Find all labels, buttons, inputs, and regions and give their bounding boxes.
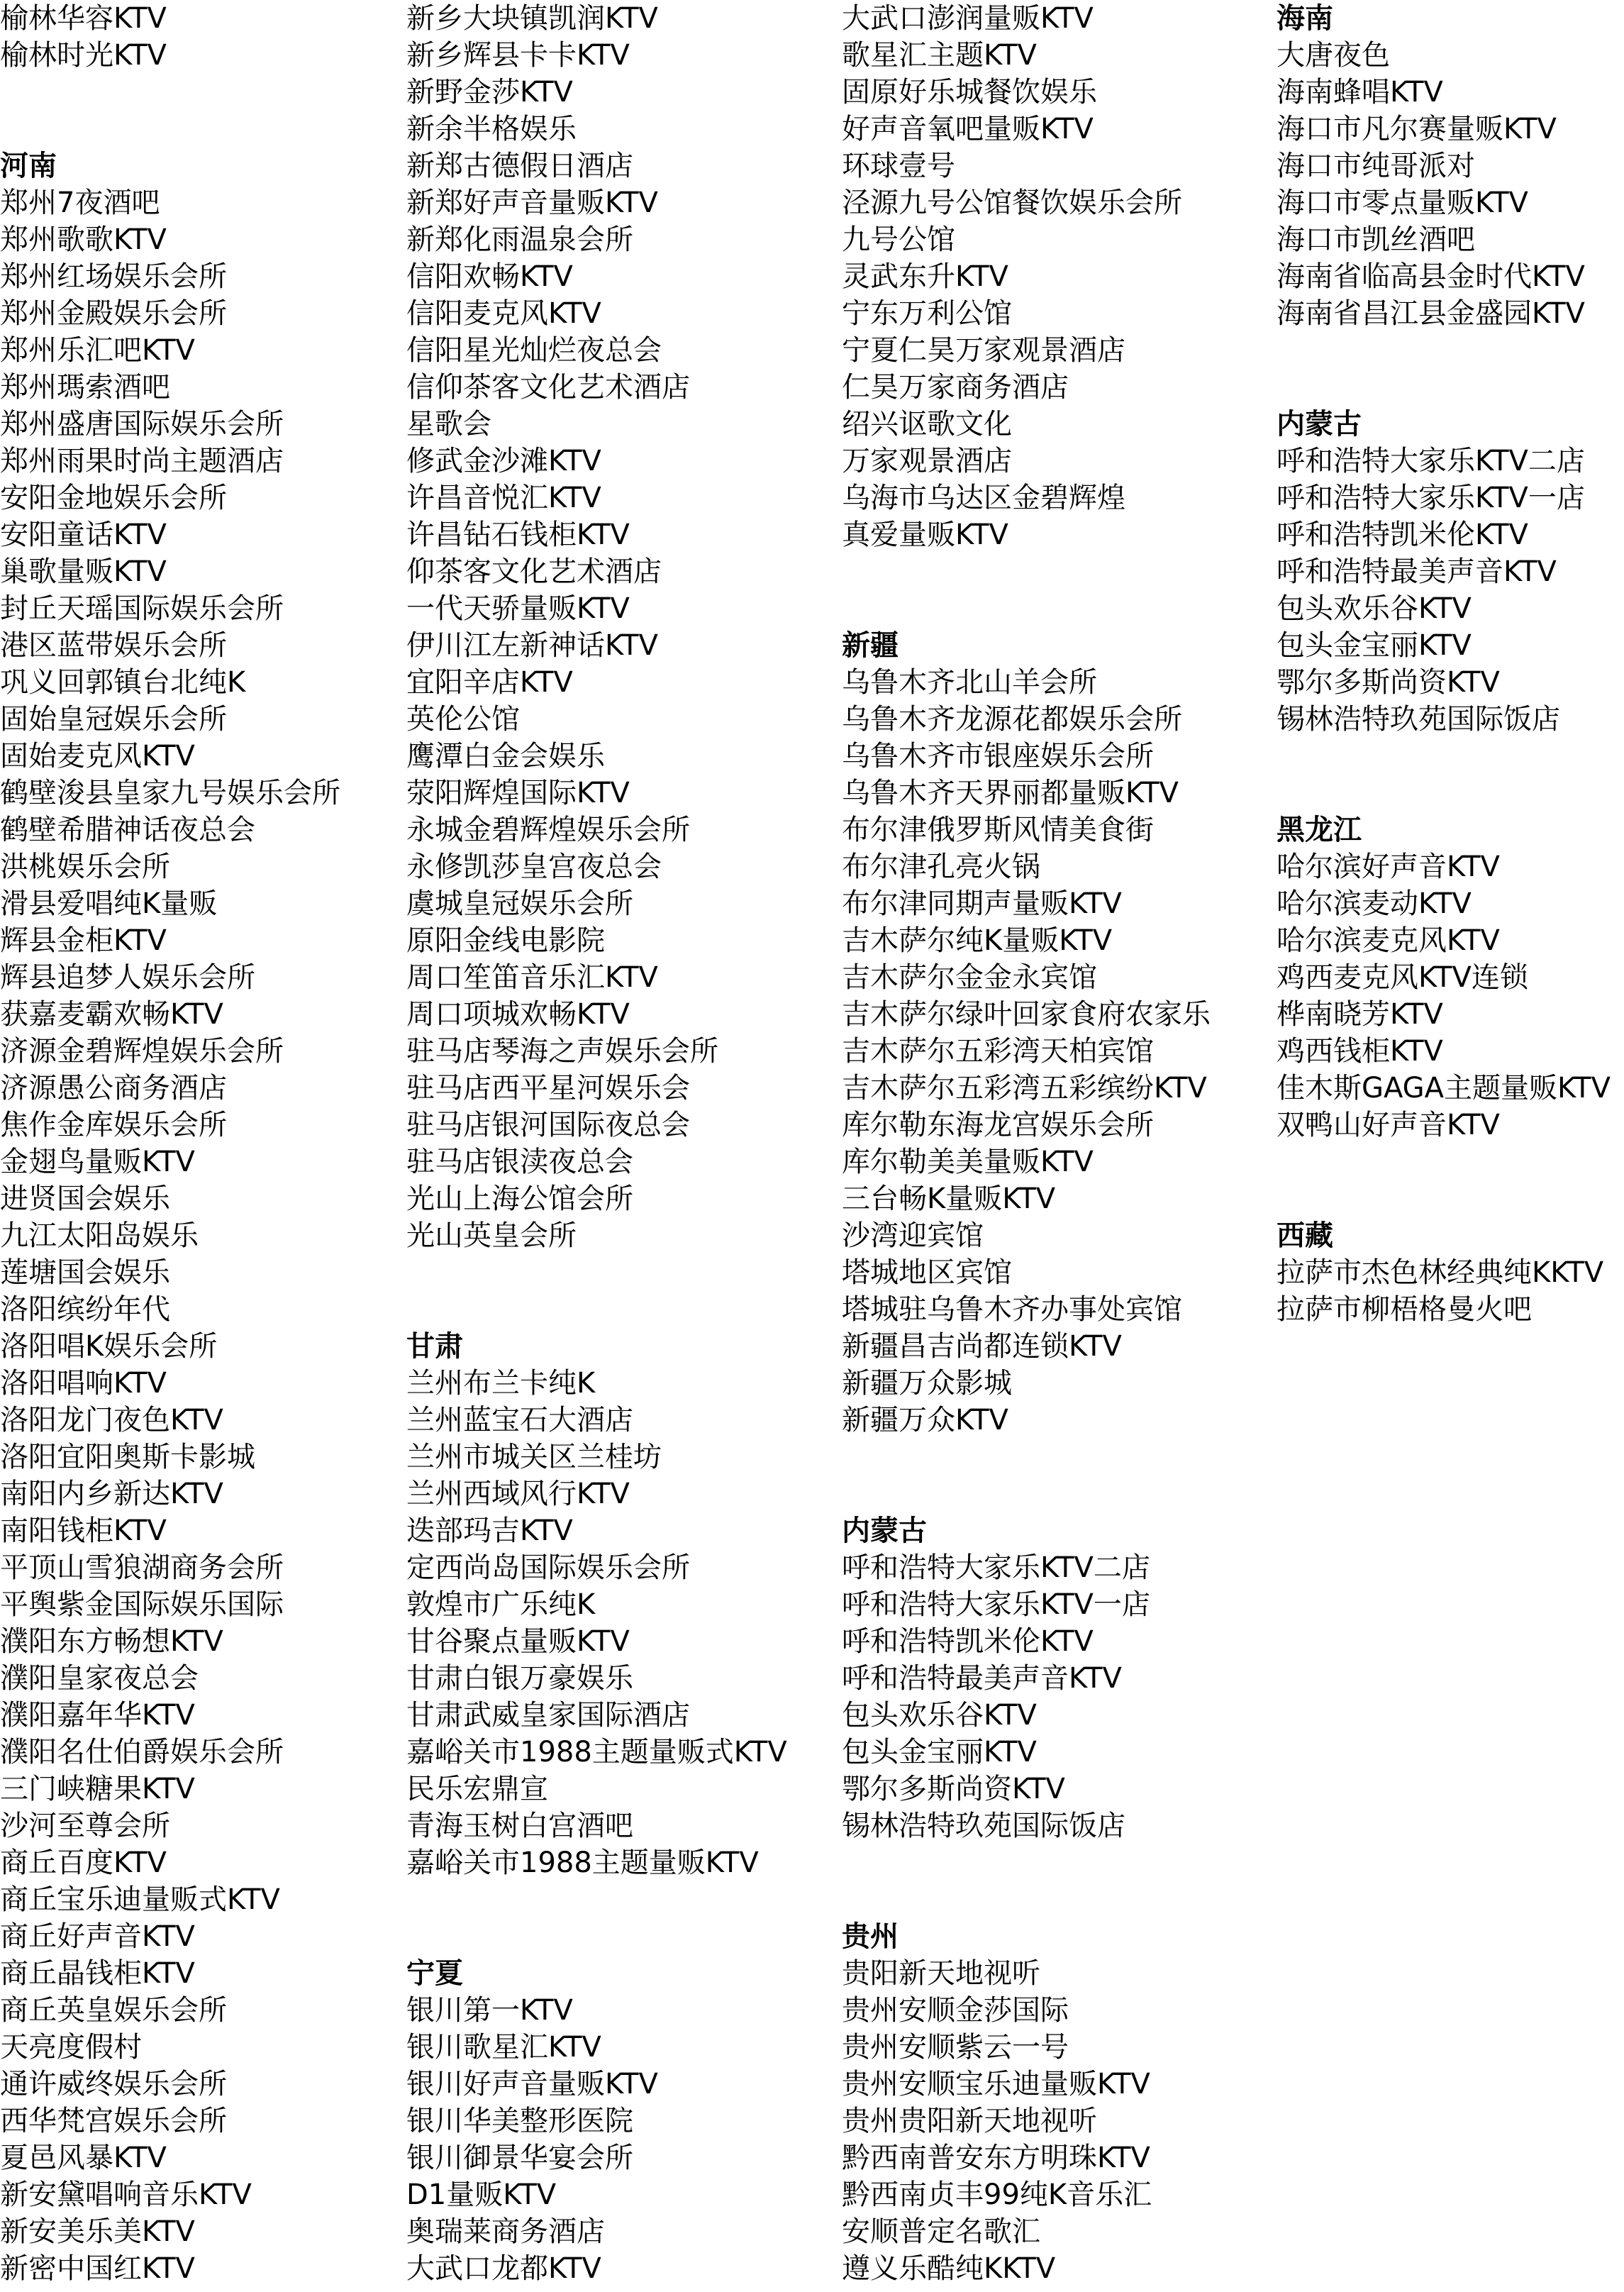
venue-list-item: 驻马店银渎夜总会 (406, 1146, 633, 1178)
venue-list-item: 信仰茶客文化艺术酒店 (406, 371, 690, 404)
venue-list-item: 商丘英皇娱乐会所 (0, 1994, 227, 2027)
venue-list-item: 新郑古德假日酒店 (406, 150, 633, 182)
venue-list-item: 鸡西钱柜KTV (1277, 1035, 1443, 1068)
venue-list-item: 郑州瑪索酒吧 (0, 371, 170, 404)
venue-list-item: 银川第一KTV (406, 1994, 573, 2027)
region-heading: 西藏 (1277, 1219, 1333, 1252)
venue-list-item: 嘉峪关市1988主题量贩式KTV (406, 1736, 787, 1768)
region-heading: 内蒙古 (1277, 408, 1362, 441)
venue-list-item: 驻马店西平星河娱乐会 (406, 1072, 690, 1105)
venue-list-item: 光山上海公馆会所 (406, 1183, 633, 1215)
venue-list-item: 布尔津同期声量贩KTV (842, 887, 1122, 920)
venue-list-item: 固原好乐城餐饮娱乐 (842, 76, 1097, 109)
venue-list-item: 遵义乐酷纯KKTV (842, 2252, 1056, 2285)
venue-list-item: 仰茶客文化艺术酒店 (406, 555, 662, 588)
venue-list-item: 定西尚岛国际娱乐会所 (406, 1551, 690, 1584)
venue-list-item: 新疆万众影城 (842, 1367, 1012, 1400)
venue-list-item: 新安美乐美KTV (0, 2215, 195, 2248)
venue-list-item: 新乡大块镇凯润KTV (406, 2, 658, 35)
venue-list-item: 兰州西域风行KTV (406, 1478, 630, 1510)
venue-list-item: 新余半格娱乐 (406, 113, 577, 145)
venue-list-item: 辉县追梦人娱乐会所 (0, 961, 255, 994)
venue-list-item: 哈尔滨好声音KTV (1277, 851, 1500, 883)
venue-list-item: 吉木萨尔五彩湾天柏宾馆 (842, 1035, 1154, 1068)
venue-list-item: 南阳内乡新达KTV (0, 1478, 223, 1510)
venue-list-item: 西华梵宫娱乐会所 (0, 2105, 227, 2137)
venue-list-item: 库尔勒美美量贩KTV (842, 1146, 1094, 1178)
venue-list-item: 兰州布兰卡纯K (406, 1367, 596, 1400)
section-gap (1277, 1144, 1611, 1217)
venue-list-item: 莲塘国会娱乐 (0, 1256, 170, 1289)
region-heading: 海南 (1277, 2, 1333, 35)
venue-list-item: 伊川江左新神话KTV (406, 629, 658, 662)
section-gap (406, 1881, 787, 1955)
venue-list-item: 迭部玛吉KTV (406, 1515, 573, 1547)
venue-list-item: 新安黛唱响音乐KTV (0, 2178, 252, 2211)
venue-list-item: 呼和浩特大家乐KTV二店 (1277, 445, 1585, 477)
venue-list-item: 呼和浩特大家乐KTV二店 (842, 1551, 1150, 1584)
venue-list-item: 甘肃白银万豪娱乐 (406, 1662, 633, 1695)
venue-list-item: 大唐夜色 (1277, 39, 1390, 72)
venue-list-item: 封丘天瑶国际娱乐会所 (0, 592, 284, 625)
region-heading: 河南 (0, 150, 57, 182)
venue-list-item: 三门峡糖果KTV (0, 1773, 195, 1805)
venue-list-item: 呼和浩特最美声音KTV (1277, 555, 1557, 588)
venue-list-item: 双鸭山好声音KTV (1277, 1109, 1500, 1141)
venue-list-item: 信阳星光灿烂夜总会 (406, 334, 662, 367)
venue-list-item: 原阳金线电影院 (406, 924, 605, 957)
venue-list-item: 银川好声音量贩KTV (406, 2068, 658, 2100)
section-gap (842, 1439, 1211, 1512)
venue-list-item: 甘谷聚点量贩KTV (406, 1625, 630, 1658)
venue-list-item: 洛阳龙门夜色KTV (0, 1404, 223, 1436)
venue-list-item: 银川御景华宴会所 (406, 2142, 633, 2174)
venue-list-item: 濮阳名仕伯爵娱乐会所 (0, 1736, 284, 1768)
venue-list-item: 鄂尔多斯尚资KTV (842, 1773, 1065, 1805)
venue-list-item: 沙河至尊会所 (0, 1810, 170, 1842)
venue-list-item: 南阳钱柜KTV (0, 1515, 167, 1547)
venue-list-item: 银川歌星汇KTV (406, 2031, 601, 2064)
region-heading: 甘肃 (406, 1330, 463, 1363)
venue-list-item: 鹰潭白金会娱乐 (406, 740, 605, 773)
venue-list-item: D1量贩KTV (406, 2178, 557, 2211)
venue-list-item: 包头金宝丽KTV (1277, 629, 1472, 662)
column-2 (406, 0, 787, 2287)
venue-list-item: 港区蓝带娱乐会所 (0, 629, 227, 662)
venue-list-item: 万家观景酒店 (842, 445, 1012, 477)
venue-list-item: 宁东万利公馆 (842, 297, 1012, 330)
venue-list-item: 新疆昌吉尚都连锁KTV (842, 1330, 1122, 1363)
venue-list-item: 嘉峪关市1988主题量贩KTV (406, 1847, 759, 1879)
venue-list-item: 滑县爱唱纯K量贩 (0, 887, 218, 920)
venue-list-item: 郑州盛唐国际娱乐会所 (0, 408, 284, 441)
venue-list-item: 民乐宏鼎宣 (406, 1773, 548, 1805)
region-heading: 黑龙江 (1277, 814, 1362, 846)
venue-list-item: 泾源九号公馆餐饮娱乐会所 (842, 187, 1182, 219)
venue-list-item: 商丘晶钱柜KTV (0, 1957, 195, 1990)
venue-list-item: 济源金碧辉煌娱乐会所 (0, 1035, 284, 1068)
venue-list-item: 辉县金柜KTV (0, 924, 167, 957)
venue-list-item: 商丘百度KTV (0, 1847, 167, 1879)
venue-list-item: 濮阳皇家夜总会 (0, 1662, 199, 1695)
venue-list-item: 获嘉麦霸欢畅KTV (0, 998, 223, 1031)
venue-list-item: 黔西南贞丰99纯K音乐汇 (842, 2178, 1152, 2211)
venue-list-item: 安阳金地娱乐会所 (0, 482, 227, 514)
venue-list-item: 宁夏仁昊万家观景酒店 (842, 334, 1125, 367)
venue-list-item: 许昌钻石钱柜KTV (406, 519, 630, 551)
section-gap (842, 1844, 1211, 1918)
venue-list-item: 哈尔滨麦克风KTV (1277, 924, 1500, 957)
venue-list-item: 许昌音悦汇KTV (406, 482, 601, 514)
venue-list-item: 宜阳辛店KTV (406, 666, 573, 699)
venue-list-item: 歌星汇主题KTV (842, 39, 1037, 72)
venue-list-item: 洛阳缤纷年代 (0, 1293, 170, 1326)
section-gap (406, 1254, 787, 1328)
venue-list-item: 郑州歌歌KTV (0, 223, 167, 256)
venue-list-item: 修武金沙滩KTV (406, 445, 601, 477)
venue-list-item: 固始麦克风KTV (0, 740, 195, 773)
venue-list-item: 吉木萨尔金金永宾馆 (842, 961, 1097, 994)
venue-list-item: 平顶山雪狼湖商务会所 (0, 1551, 284, 1584)
venue-list-item: 海南蜂唱KTV (1277, 76, 1443, 109)
venue-list-item: 洛阳唱K娱乐会所 (0, 1330, 218, 1363)
venue-list-item: 固始皇冠娱乐会所 (0, 703, 227, 736)
venue-list-item: 进贤国会娱乐 (0, 1183, 170, 1215)
venue-list-item: 鸡西麦克风KTV连锁 (1277, 961, 1528, 994)
venue-list-item: 青海玉树白宫酒吧 (406, 1810, 633, 1842)
venue-list-item: 贵州贵阳新天地视听 (842, 2105, 1097, 2137)
venue-list-item: 三台畅K量贩KTV (842, 1183, 1056, 1215)
venue-list-item: 荥阳辉煌国际KTV (406, 777, 630, 809)
venue-list-item: 郑州雨果时尚主题酒店 (0, 445, 284, 477)
section-gap (1277, 738, 1611, 812)
venue-list-item: 金翅鸟量贩KTV (0, 1146, 195, 1178)
venue-list-item: 绍兴讴歌文化 (842, 408, 1012, 441)
venue-list-item: 新野金莎KTV (406, 76, 573, 109)
venue-list-item: 兰州蓝宝石大酒店 (406, 1404, 633, 1436)
venue-list-item: 乌海市乌达区金碧辉煌 (842, 482, 1125, 514)
section-gap (1277, 332, 1611, 406)
column-4 (1277, 0, 1611, 1328)
venue-list-item: 安阳童话KTV (0, 519, 167, 551)
venue-list-item: 驻马店银河国际夜总会 (406, 1109, 690, 1141)
venue-list-item: 永修凯莎皇宫夜总会 (406, 851, 662, 883)
venue-list-item: 星歌会 (406, 408, 491, 441)
venue-list-item: 拉萨市柳梧格曼火吧 (1277, 1293, 1532, 1326)
section-gap (842, 553, 1211, 627)
venue-list-item: 锡林浩特玖苑国际饭店 (842, 1810, 1125, 1842)
venue-list-item: 巩义回郭镇台北纯K (0, 666, 246, 699)
venue-list-item: 新密中国红KTV (0, 2252, 195, 2285)
venue-list-item: 濮阳东方畅想KTV (0, 1625, 223, 1658)
venue-list-item: 洛阳唱响KTV (0, 1367, 167, 1400)
venue-list-item: 商丘宝乐迪量贩式KTV (0, 1883, 280, 1916)
venue-list-item: 沙湾迎宾馆 (842, 1219, 984, 1252)
venue-list-item: 鹤壁希腊神话夜总会 (0, 814, 255, 846)
venue-list-item: 拉萨市杰色林经典纯KKTV (1277, 1256, 1604, 1289)
section-gap (0, 74, 340, 148)
venue-list-item: 鄂尔多斯尚资KTV (1277, 666, 1500, 699)
venue-list-item: 大武口澎润量贩KTV (842, 2, 1094, 35)
venue-list-item: 呼和浩特凯米伦KTV (1277, 519, 1528, 551)
venue-list-item: 信阳麦克风KTV (406, 297, 601, 330)
venue-list-item: 郑州金殿娱乐会所 (0, 297, 227, 330)
venue-list-item: 新乡辉县卡卡KTV (406, 39, 630, 72)
venue-list-item: 桦南晓芳KTV (1277, 998, 1443, 1031)
venue-list-item: 乌鲁木齐天界丽都量贩KTV (842, 777, 1179, 809)
venue-list-item: 新郑化雨温泉会所 (406, 223, 633, 256)
venue-list-item: 光山英皇会所 (406, 1219, 577, 1252)
venue-list-item: 榆林华容KTV (0, 2, 167, 35)
venue-list-item: 贵州安顺宝乐迪量贩KTV (842, 2068, 1150, 2100)
venue-list-item: 安顺普定名歌汇 (842, 2215, 1040, 2248)
venue-list-item: 信阳欢畅KTV (406, 260, 573, 293)
venue-list-item: 济源愚公商务酒店 (0, 1072, 227, 1105)
venue-list-item: 九江太阳岛娱乐 (0, 1219, 199, 1252)
venue-list-item: 仁昊万家商务酒店 (842, 371, 1069, 404)
venue-list-item: 呼和浩特最美声音KTV (842, 1662, 1122, 1695)
venue-list-item: 贵州安顺紫云一号 (842, 2031, 1069, 2064)
venue-list-item: 塔城驻乌鲁木齐办事处宾馆 (842, 1293, 1182, 1326)
venue-list-item: 贵阳新天地视听 (842, 1957, 1040, 1990)
venue-list-item: 洛阳宜阳奥斯卡影城 (0, 1441, 255, 1473)
venue-list-item: 包头金宝丽KTV (842, 1736, 1037, 1768)
column-3 (842, 0, 1211, 2287)
venue-list-item: 平舆紫金国际娱乐国际 (0, 1588, 284, 1621)
venue-list-item: 呼和浩特大家乐KTV一店 (842, 1588, 1150, 1621)
region-heading: 新疆 (842, 629, 899, 662)
venue-list-item: 洪桃娱乐会所 (0, 851, 170, 883)
venue-list-item: 布尔津俄罗斯风情美食街 (842, 814, 1154, 846)
venue-list-item: 榆林时光KTV (0, 39, 167, 72)
venue-list-item: 海口市凡尔赛量贩KTV (1277, 113, 1557, 145)
venue-list-item: 兰州市城关区兰桂坊 (406, 1441, 662, 1473)
venue-list-item: 郑州乐汇吧KTV (0, 334, 195, 367)
venue-list-item: 通许威终娱乐会所 (0, 2068, 227, 2100)
venue-list-item: 海口市零点量贩KTV (1277, 187, 1528, 219)
venue-list-item: 黔西南普安东方明珠KTV (842, 2142, 1150, 2174)
venue-list-item: 驻马店琴海之声娱乐会所 (406, 1035, 718, 1068)
venue-list-item: 一代天骄量贩KTV (406, 592, 630, 625)
venue-list-item: 焦作金库娱乐会所 (0, 1109, 227, 1141)
venue-list-item: 塔城地区宾馆 (842, 1256, 1012, 1289)
venue-list-item: 夏邑风暴KTV (0, 2142, 167, 2174)
venue-list-item: 海口市纯哥派对 (1277, 150, 1475, 182)
venue-list-item: 英伦公馆 (406, 703, 520, 736)
venue-list-item: 包头欢乐谷KTV (1277, 592, 1472, 625)
venue-list-item: 包头欢乐谷KTV (842, 1699, 1037, 1732)
venue-list-item: 濮阳嘉年华KTV (0, 1699, 195, 1732)
venue-list-item: 周口项城欢畅KTV (406, 998, 630, 1031)
venue-list-item: 永城金碧辉煌娱乐会所 (406, 814, 690, 846)
venue-list-item: 环球壹号 (842, 150, 955, 182)
venue-list-item: 新郑好声音量贩KTV (406, 187, 658, 219)
venue-list-item: 呼和浩特大家乐KTV一店 (1277, 482, 1585, 514)
venue-list-item: 吉木萨尔五彩湾五彩缤纷KTV (842, 1072, 1207, 1105)
venue-list-item: 甘肃武威皇家国际酒店 (406, 1699, 690, 1732)
venue-list-item: 银川华美整形医院 (406, 2105, 633, 2137)
venue-list-item: 灵武东升KTV (842, 260, 1008, 293)
venue-list-item: 乌鲁木齐龙源花都娱乐会所 (842, 703, 1182, 736)
venue-list-item: 贵州安顺金莎国际 (842, 1994, 1069, 2027)
venue-list-item: 郑州7夜酒吧 (0, 187, 160, 219)
venue-list-item: 鹤壁浚县皇家九号娱乐会所 (0, 777, 340, 809)
venue-list-item: 乌鲁木齐北山羊会所 (842, 666, 1097, 699)
region-heading: 贵州 (842, 1920, 899, 1953)
venue-list-item: 佳木斯GAGA主题量贩KTV (1277, 1072, 1611, 1105)
venue-list-item: 奥瑞莱商务酒店 (406, 2215, 605, 2248)
venue-list-item: 虞城皇冠娱乐会所 (406, 887, 633, 920)
venue-list-item: 敦煌市广乐纯K (406, 1588, 596, 1621)
venue-list-item: 海南省临高县金时代KTV (1277, 260, 1585, 293)
venue-list-item: 大武口龙都KTV (406, 2252, 601, 2285)
venue-list-item: 真爱量贩KTV (842, 519, 1008, 551)
venue-list-item: 好声音氧吧量贩KTV (842, 113, 1094, 145)
venue-list-item: 海口市凯丝酒吧 (1277, 223, 1475, 256)
venue-list-item: 九号公馆 (842, 223, 955, 256)
region-heading: 内蒙古 (842, 1515, 927, 1547)
venue-list-item: 乌鲁木齐市银座娱乐会所 (842, 740, 1154, 773)
venue-list-item: 天亮度假村 (0, 2031, 142, 2064)
venue-list-item: 巢歌量贩KTV (0, 555, 167, 588)
venue-list-item: 周口笙笛音乐汇KTV (406, 961, 658, 994)
venue-list-item: 库尔勒东海龙宫娱乐会所 (842, 1109, 1154, 1141)
venue-list-item: 海南省昌江县金盛园KTV (1277, 297, 1585, 330)
venue-list-item: 布尔津孔亮火锅 (842, 851, 1040, 883)
venue-list-item: 吉木萨尔纯K量贩KTV (842, 924, 1113, 957)
venue-list-item: 新疆万众KTV (842, 1404, 1008, 1436)
venue-list-item: 哈尔滨麦动KTV (1277, 887, 1472, 920)
venue-list-item: 锡林浩特玖苑国际饭店 (1277, 703, 1560, 736)
venue-list-item: 吉木萨尔绿叶回家食府农家乐 (842, 998, 1211, 1031)
venue-list-item: 呼和浩特凯米伦KTV (842, 1625, 1094, 1658)
venue-list-item: 郑州红场娱乐会所 (0, 260, 227, 293)
venue-list-item: 商丘好声音KTV (0, 1920, 195, 1953)
column-1 (0, 0, 340, 2287)
region-heading: 宁夏 (406, 1957, 463, 1990)
